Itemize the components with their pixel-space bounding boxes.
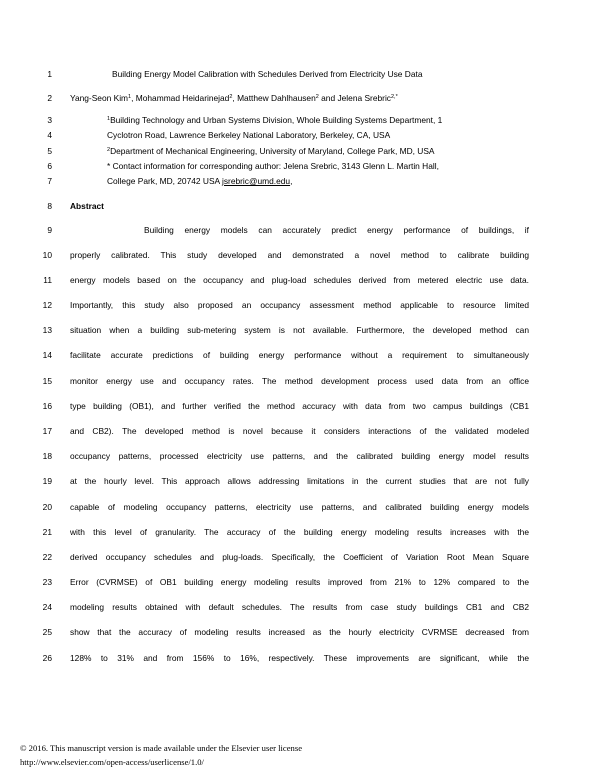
line-number: 2: [47, 93, 52, 103]
author-affiliation-marker: 2,*: [391, 94, 398, 100]
line-number: 14: [42, 350, 52, 360]
abstract-line: 128% to 31% and from 156% to 16%, respectively. These improvements are significant, while the: [70, 653, 529, 663]
line-number: 9: [47, 225, 52, 235]
line-number: 5: [47, 146, 52, 156]
line-number: 21: [42, 527, 52, 537]
abstract-line: properly calibrated. This study developed and demonstrated a novel method to calibrate building: [70, 250, 529, 260]
corresponding-author-line-1: * Contact information for corresponding author: Jelena Srebric, 3143 Glenn L. Martin Hall,: [107, 161, 439, 171]
line-number: 8: [47, 201, 52, 211]
corresponding-author-line-2: [107, 176, 292, 187]
line-number: 1: [47, 69, 52, 79]
line-number: 4: [47, 130, 52, 140]
author-list: Yang-Seon Kim$^1$, Mohammad Heidarinejad$^2$, Matthew Dahlhausen$^2$ and Jelena Srebric$^{2,*}$: [70, 93, 398, 103]
abstract-line: capable of modeling occupancy patterns, electricity use patterns, and calibrated building energy models: [70, 502, 529, 512]
abstract-line: at the hourly level. This approach allows addressing limitations in the current studies that are not fully: [70, 476, 529, 486]
line-number: 24: [42, 602, 52, 612]
line-number: 26: [42, 653, 52, 663]
abstract-line: show that the accuracy of modeling results increased as the hourly electricity CVRMSE decreased from: [70, 627, 529, 637]
line-number: 3: [47, 115, 52, 125]
author-conjunction: and: [321, 93, 336, 103]
line-number: 20: [42, 502, 52, 512]
line-number: 22: [42, 552, 52, 562]
line-number: 7: [47, 176, 52, 186]
line-number: 15: [42, 376, 52, 386]
abstract-line: monitor energy use and occupancy rates. The method development process used data from an office: [70, 376, 529, 386]
license-notice: © 2016. This manuscript version is made available under the Elsevier user license: [20, 743, 303, 753]
affiliation-1-line-2: Cyclotron Road, Lawrence Berkeley National Laboratory, Berkeley, CA, USA: [107, 130, 391, 140]
abstract-line: Building energy models can accurately predict energy performance of buildings, if: [144, 225, 529, 235]
author-name: Matthew Dahlhausen: [237, 93, 316, 103]
line-number: 10: [42, 250, 52, 260]
abstract-line: occupancy patterns, processed electricity use patterns, and the calibrated building energy model results: [70, 451, 529, 461]
line-number: 19: [42, 476, 52, 486]
license-url[interactable]: http://www.elsevier.com/open-access/userlicense/1.0/: [20, 757, 204, 767]
abstract-line: situation when a building sub-metering system is not available. Furthermore, the developed method can: [70, 325, 529, 335]
affiliation-text: Building Technology and Urban Systems Division, Whole Building Systems Department, 1: [110, 115, 443, 125]
line-number: 18: [42, 451, 52, 461]
abstract-heading: Abstract: [70, 201, 104, 211]
abstract-line: facilitate accurate predictions of building energy performance without a requirement to simultaneously: [70, 350, 529, 360]
abstract-line: energy models based on the occupancy and plug-load schedules derived from metered electric use data.: [70, 275, 529, 285]
line-number: 13: [42, 325, 52, 335]
abstract-line: derived occupancy schedules and plug-loads. Specifically, the Coefficient of Variation Root Mean Square: [70, 552, 529, 562]
author-name: Mohammad Heidarinejad: [135, 93, 230, 103]
line-number: 12: [42, 300, 52, 310]
paper-title: Building Energy Model Calibration with Schedules Derived from Electricity Use Data: [112, 69, 423, 79]
author-name: Yang-Seon Kim: [70, 93, 129, 103]
email-link[interactable]: jsrebric@umd.edu: [221, 176, 291, 186]
abstract-line: modeling results obtained with default schedules. The results from case study buildings CB1 and CB2: [70, 602, 529, 612]
affiliation-marker: 2: [107, 147, 111, 153]
line-number: 11: [43, 275, 52, 285]
punctuation: ,: [290, 176, 293, 186]
abstract-line: with this level of granularity. The accuracy of the building energy modeling results increases with the: [70, 527, 529, 537]
abstract-line: Importantly, this study also proposed an occupancy assessment method applicable to resource limited: [70, 300, 529, 310]
line-number: 16: [42, 401, 52, 411]
affiliation-2: [107, 146, 435, 157]
line-number: 17: [42, 426, 52, 436]
author-name: Jelena Srebric: [337, 93, 391, 103]
line-number: 23: [42, 577, 52, 587]
abstract-line: and CB2). The developed method is novel because it considers interactions of the validated modeled: [70, 426, 529, 436]
abstract-line: type building (OB1), and further verified the method accuracy with data from two campus buildings (CB1: [70, 401, 529, 411]
author-affiliation-marker: 2: [315, 94, 319, 100]
abstract-line: Error (CVRMSE) of OB1 building energy modeling results improved from 21% to 12% compared to the: [70, 577, 529, 587]
affiliation-text: Department of Mechanical Engineering, University of Maryland, College Park, MD, USA: [110, 146, 435, 156]
affiliation-marker: 1: [107, 116, 111, 122]
line-number: 25: [42, 627, 52, 637]
affiliation-1-line-1: [107, 115, 442, 126]
author-affiliation-marker: 2: [229, 94, 233, 100]
corresponding-address: College Park, MD, 20742 USA: [107, 176, 220, 186]
author-affiliation-marker: 1: [128, 94, 132, 100]
line-number: 6: [47, 161, 52, 171]
